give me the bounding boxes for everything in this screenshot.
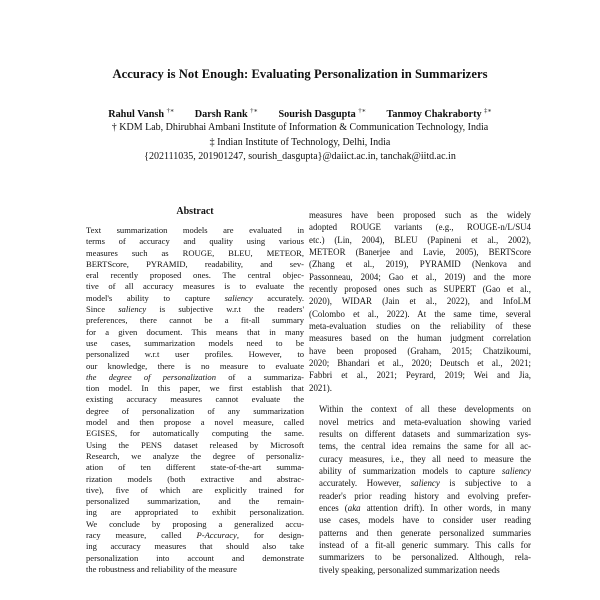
text-line: Text summarization models are evaluated in [86,225,304,235]
text-line: for a given document. This means that in many [86,326,304,337]
text-line: instead of a fit-all generic summary. This calls for [319,539,531,550]
text-line: reader's prior reading history and evolving prefer- [319,490,531,501]
text-line: tems, the central idea remains the same for all ac- [319,441,531,452]
author-emails: {202111035, 201901247, sourish_dasgupta}@daiict.ac.in, tanchak@iitd.ac.in [144,151,456,162]
text-line: have been proposed (Graham, 2015; Chatzikoumi, [309,345,531,356]
text-line: measures such as ROUGE, BLEU, METEOR, [86,247,304,258]
text-line: use cases, summarization models need to be [86,337,304,348]
affiliation-iit-delhi: ‡ Indian Institute of Technology, Delhi, India [209,137,391,148]
text-line: METEOR (Banerjee and Lavie, 2005), BERTScore [309,247,531,258]
abstract-heading: Abstract [176,206,214,217]
text-line: tion model. In this paper, we first establish that [86,383,304,394]
abstract-body [86,225,304,575]
text-line: 2020), WIDAR (Jain et al., 2022), and InfoLM [309,296,531,307]
text-line: tive), five of which are explicitly trained for [86,484,304,495]
text-line: eral recently proposed ones. The central objec- [86,270,304,281]
text-line: curacy measures, i.e., they all need to measure the [319,453,531,464]
author-name: Sourish Dasgupta [278,109,356,121]
text-line: 2021). [309,382,332,393]
text-line: Using the PENS dataset released by Microsoft [86,439,304,450]
text-line: meta-evaluation studies on the reliability of these [309,321,531,332]
author-name: Rahul Vansh [108,109,165,121]
author-list [0,107,600,120]
text-line: model's ability to capture saliency accurately. [86,292,304,303]
text-line: personalized summarization, and the remain- [86,496,304,507]
text-line: patterns and then generate personalized summaries [319,527,531,538]
text-line: (Colombo et al., 2022). At the same time, several [309,308,531,319]
right-column [309,209,531,576]
text-line: We conclude by proposing a generalized accu- [86,518,304,529]
text-line: ing are appropriated to exhibit personalization. [86,507,304,518]
author-4 [387,109,492,120]
text-line: tive of all accuracy measures is to evaluate the [86,281,304,292]
text-line: personalization into account and demonstrate [86,552,304,563]
text-line: use cases, models have to consider user reading [319,515,531,526]
text-line: ences (aka attention drift). In other words, in many [319,502,532,513]
author-marks: ‡∗ [484,108,492,115]
author-marks: †∗ [358,108,366,115]
text-line: personalized w.r.t user profiles. However, to [86,349,304,360]
text-line: Fabbri et al., 2021; Peyrard, 2019; Wei and Jia, [309,370,531,381]
text-line: rization models (both extractive and abstrac- [86,473,304,484]
text-line: ability of summarization models to capture saliency [319,465,531,476]
text-line: Within the context of all these developments on [319,404,531,415]
text-line: summarizers to be personalized. Although, rela- [319,552,531,563]
text-line: (Zhang et al., 2019), PYRAMID (Nenkova and [309,259,531,270]
text-line: tively speaking, personalized summarization needs [319,564,500,575]
intro-paragraph-1 [309,209,531,394]
text-line: our knowledge, there is no measure to evaluate [86,360,304,371]
text-line: results on different datasets and summarization sys- [319,428,531,439]
author-name: Tanmoy Chakraborty [386,109,482,121]
paper-title: Accuracy is Not Enough: Evaluating Personalization in Summarizers [112,67,488,81]
text-line: Research, we analyze the degree of personaliz- [86,450,304,461]
affiliation-kdm-lab: † KDM Lab, Dhirubhai Ambani Institute of Information & Communication Technology, India [111,122,489,133]
text-line: measures based on the human judgment correlation [309,333,531,344]
text-line: existing accuracy measures cannot evaluate the [86,394,304,405]
text-line: ation of ten different state-of-the-art summa- [86,462,304,473]
intro-paragraph-2 [309,403,531,576]
text-line: preferences, there cannot be a fit-all summary [86,315,304,326]
author-marks: †∗ [166,108,175,115]
text-line: terms of accuracy and quality using various [86,236,304,247]
author-3 [278,109,366,120]
text-line: EGISES, for automatically computing the same. [86,428,304,439]
text-line: Since saliency is subjective w.r.t the readers' [86,304,304,315]
text-line: novel metrics and meta-evaluation showing varied [319,416,531,427]
author-marks: †∗ [250,108,258,115]
text-line: measures have been proposed such as the widely [309,210,531,220]
text-line: Passonneau, 2004; Gao et al., 2019) and the more [309,271,531,282]
text-line: racy measure, called P-Accuracy, for design- [86,530,304,541]
text-line: adopted ROUGE variants (e.g., ROUGE-n/L/SU4 [309,222,531,233]
text-line: the robustness and reliability of the measure [86,563,237,574]
text-line: 2020; Bhandari et al., 2020; Deutsch et al., 2021; [309,358,531,369]
author-1 [108,109,174,120]
text-line: degree of personalization of any summarization [86,405,304,416]
text-line: model and then propose a novel measure, called [86,417,304,428]
text-line: the degree of personalization of a summariza- [86,371,305,382]
text-line: recently proposed ones such as SUPERT (Gao et al., [309,284,531,295]
author-2 [195,109,258,120]
text-line: ing accuracy measures that should also take [86,541,304,552]
text-line: BERTScore, PYRAMID, readability, and sev- [86,258,304,269]
text-line: accurately. However, saliency is subjective to a [319,478,531,489]
text-line: etc.) (Lin, 2004), BLEU (Papineni et al., 2002), [309,234,531,245]
author-name: Darsh Rank [194,109,248,121]
